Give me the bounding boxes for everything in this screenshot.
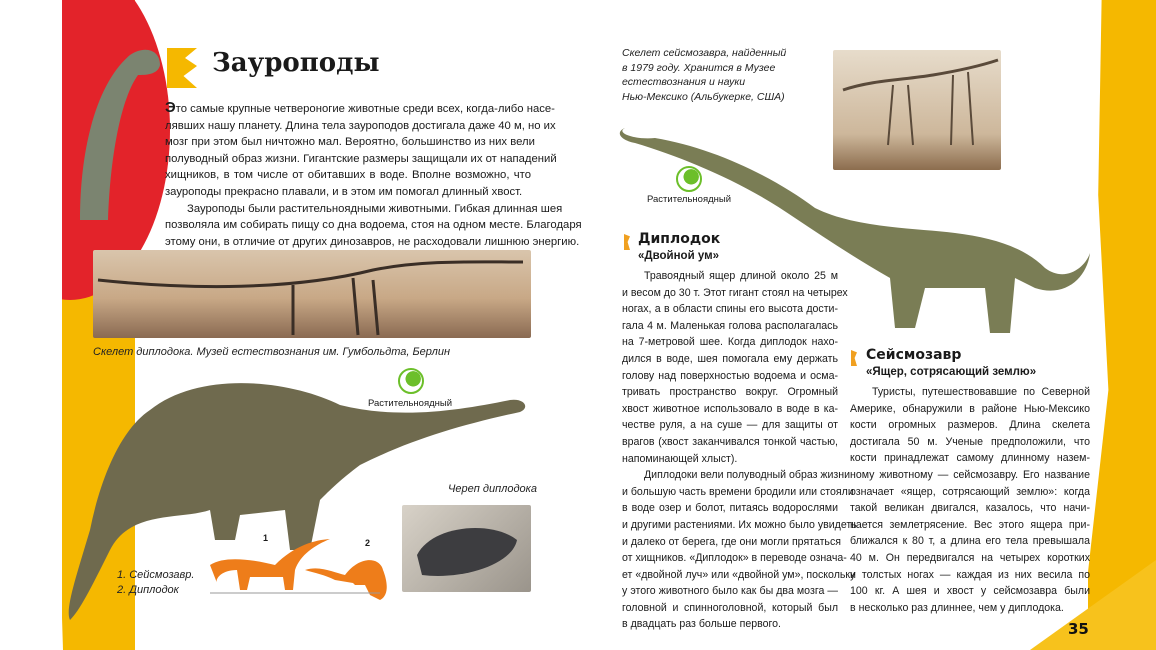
seismosaurus-heading: Сейсмозавр bbox=[866, 347, 962, 363]
silhouette-number-1: 1 bbox=[263, 533, 269, 543]
diplodocus-skeleton-photo bbox=[93, 250, 531, 338]
silhouette-number-2: 2 bbox=[365, 538, 371, 548]
diplodocus-heading: Диплодок bbox=[638, 231, 721, 247]
diet-label-right: Растительноядный bbox=[647, 194, 732, 205]
diplodocus-text: Травоядный ящер длиной около 25 м и весом до 30 т. Этот гигант стоял на четырех ногах, а в области спины его высота дости- гала 4 м. Маленькая голова располагалась на 7-метровой шее. Когда диплодок нахо- дился в воде, шея помогала ему держать голову над поверхностью водоема и осма- тривать пространство вокруг. Огромный хвост животное использовало в воде в ка- честве руля, а на суше — для защиты от врагов (хвост заканчивался тонкой частью, напоминающей хлыст). Диплодоки вели полуводный образ жизни и большую часть времени бродили или стояли в воде озер и болот, питаясь водорослями и другими растениями. Их можно было увидеть и далеко от берега, где они могли прятаться от хищников. «Диплодок» в переводе означа- ет «двойной луч» или «двойной ум», поскольку у этого животного было как бы два мозга — головной и спинноголовной, который был в двадцать раз больше первого. bbox=[622, 270, 857, 631]
skull-caption: Череп диплодока bbox=[448, 483, 537, 495]
intro-text: Это самые крупные четвероногие животные среди всех, когда-либо насе- лявших нашу планету. Длина тела зауроподов достигала даже 40 м, но их мозг при этом был ничтожно мал. Вероятно, большинство из них вели полуводный образ жизни. Гигантские размеры защищали их от нападений хищников, в том числе от обитавших в воде. Вполне возможно, что зауроподы прекрасно плавали, и в этом им помогал длинный хвост. Зауроподы были растительноядными животными. Гибкая длинная шея позволяла им собирать пищу со дна водоема, стоя на одном месте. Благодаря этому они, в отличие от других динозавров, не расходовали лишнюю энергию. bbox=[165, 99, 582, 248]
page-title: Зауроподы bbox=[212, 48, 380, 78]
seismosaurus-text: Туристы, путешествовавшие по Северной Америке, обнаружили в районе Нью-Мексико кости огромных размеров. Длина скелета достигала 50 м. Ученые предположили, что кости принадлежат самому длинному назем- ному животному — сейсмозавру. Его название означает «ящер, сотрясающий землю»: когда такой великан двигался, казалось, что начи- нается землетрясение. Вес этого ящера при- ближался к 80 т, а длина его тела превышала 40 м. Он передвигался на четырех коротких и толстых ногах — каждая из них весила по 100 кг. А шея и хвост у сейсмозавра были в несколько раз длиннее, чем у диплодока. bbox=[850, 386, 1090, 614]
seismosaurus-photo-caption: Скелет сейсмозавра, найденный в 1979 году. Хранится в Музее естествознания и науки Нью-Мексико (Альбукерке, США) bbox=[622, 47, 787, 103]
seismosaurus-subtitle: «Ящер, сотрясающий землю» bbox=[866, 366, 1037, 378]
size-comparison-silhouettes bbox=[205, 535, 390, 605]
right-decor-stripe bbox=[1088, 0, 1156, 650]
page-number: 35 bbox=[1068, 620, 1089, 638]
diplodocus-subtitle: «Двойной ум» bbox=[638, 250, 719, 262]
section-mark-icon bbox=[851, 350, 857, 366]
diet-label: Растительноядный bbox=[368, 398, 453, 409]
diplodocus-skull-photo bbox=[402, 505, 531, 592]
skeleton-caption: Скелет диплодока. Музей естествознания им. Гумбольдта, Берлин bbox=[93, 346, 451, 358]
size-legend: 1. Сейсмозавр. 2. Диплодок bbox=[117, 569, 195, 596]
sauropod-head-illustration bbox=[60, 20, 170, 220]
title-mark-icon bbox=[167, 48, 197, 88]
herbivore-icon-right bbox=[676, 166, 702, 192]
drop-cap: Э bbox=[165, 99, 176, 116]
